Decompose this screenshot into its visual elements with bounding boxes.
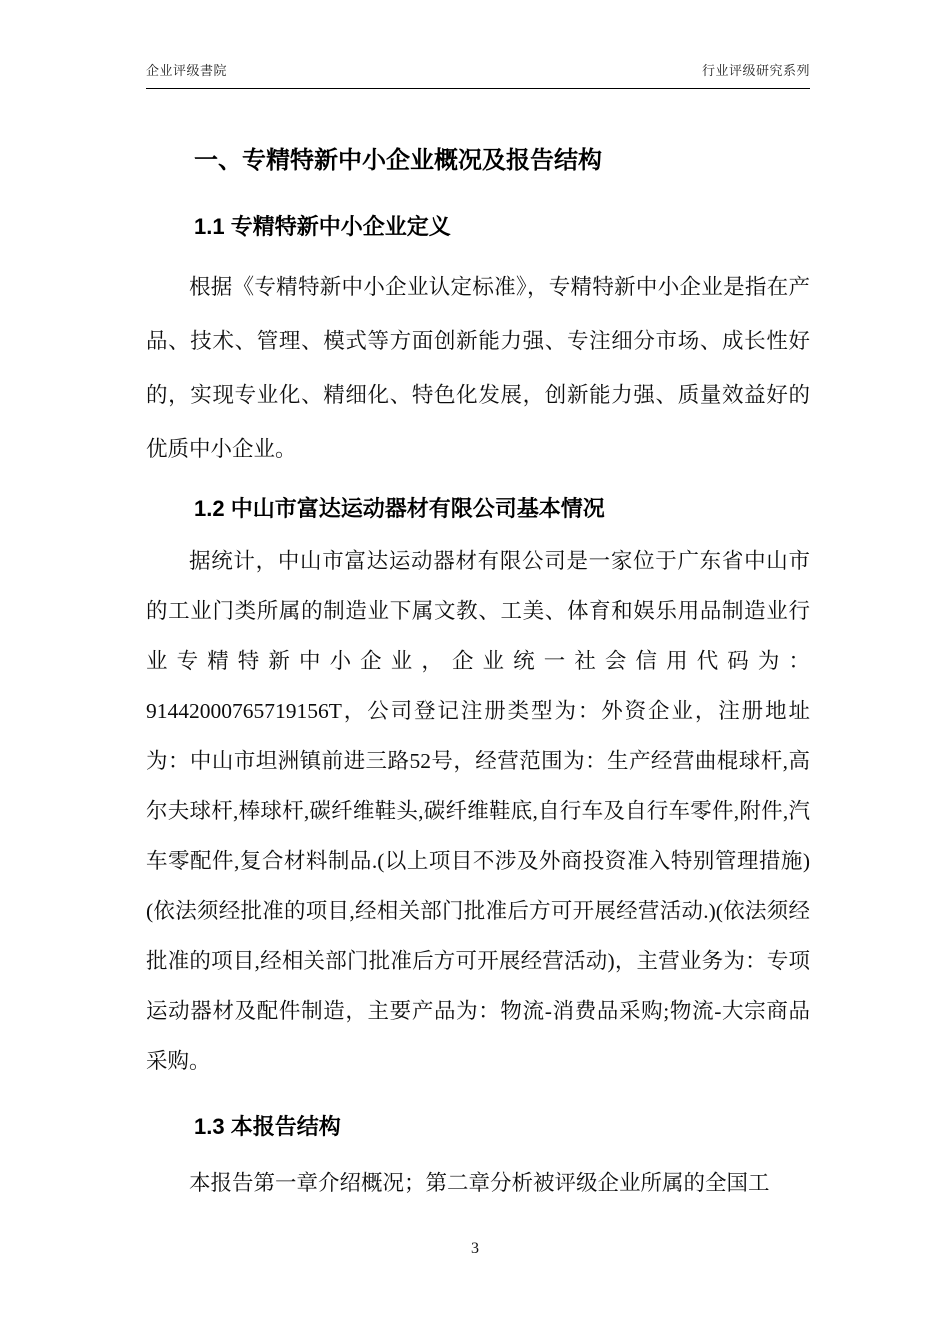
running-header xyxy=(146,60,810,79)
section-1-3-heading: 1.3 本报告结构 xyxy=(194,1114,341,1139)
section-1-1-paragraph: 根据《专精特新中小企业认定标准》，专精特新中小企业是指在产品、技术、管理、模式等方面创新能力强、专注细分市场、成长性好的，实现专业化、精细化、特色化发展，创新能力强、质量效益好的优质中小企业。 xyxy=(146,275,810,461)
document-body xyxy=(146,92,810,1210)
page-number: 3 xyxy=(471,1240,479,1257)
chapter-heading: 一、专精特新中小企业概况及报告结构 xyxy=(194,147,602,174)
header-right-text: 行业评级研究系列 xyxy=(701,63,810,78)
header-divider xyxy=(146,88,810,89)
page-footer xyxy=(0,1240,950,1258)
section-1-2-paragraph: 据统计，中山市富达运动器材有限公司是一家位于广东省中山市的工业门类所属的制造业下属文教、工美、体育和娱乐用品制造业行业专精特新中小企业，企业统一社会信用代码为：91442000765719156T，公司登记注册类型为：外资企业，注册地址为：中山市坦洲镇前进三路52号，经营范围为：生产经营曲棍球杆,高尔夫球杆,棒球杆,碳纤维鞋头,碳纤维鞋底,自行车及自行车零件,附件,汽车零配件,复合材料制品.(以上项目不涉及外商投资准入特别管理措施)(依法须经批准的项目,经相关部门批准后方可开展经营活动.)(依法须经批准的项目,经相关部门批准后方可开展经营活动)，主营业务为：专项运动器材及配件制造，主要产品为：物流-消费品采购;物流-大宗商品采购。 xyxy=(146,549,810,1073)
section-1-3-paragraph: 本报告第一章介绍概况；第二章分析被评级企业所属的全国工 xyxy=(189,1171,770,1195)
section-1-2-heading: 1.2 中山市富达运动器材有限公司基本情况 xyxy=(194,496,605,521)
header-left-text: 企业评级書院 xyxy=(146,63,228,78)
section-1-1-heading: 1.1 专精特新中小企业定义 xyxy=(194,214,451,239)
